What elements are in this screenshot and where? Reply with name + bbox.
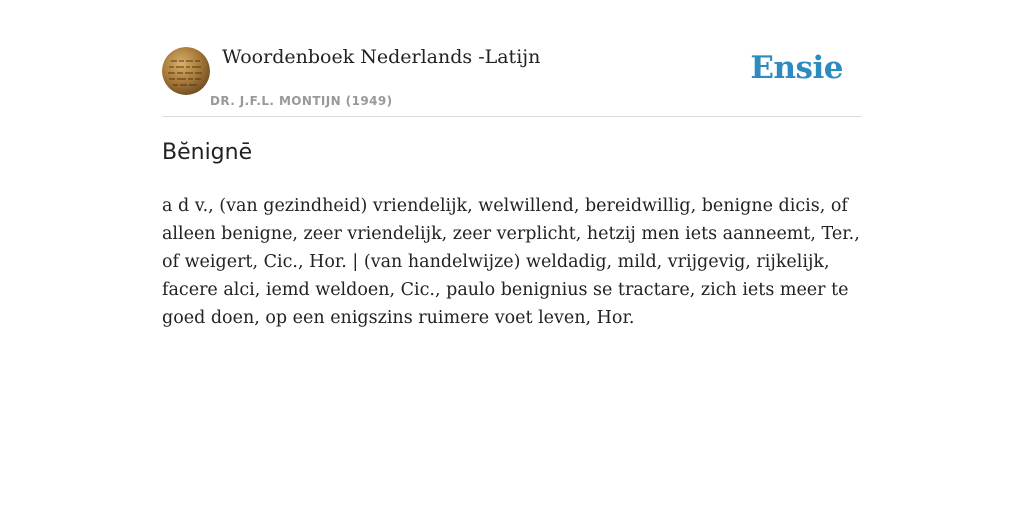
entry-definition: a d v., (van gezindheid) vriendelijk, welwillend, bereidwillig, benigne dicis, of alleen benigne, zeer vriendelijk, zeer verplicht, hetzij men iets aanneemt, Ter., of weigert, Cic., Hor. | (van handelwijze) weldadig, mild, vrijgevig, rijkelijk, facere alci, iemd weldoen, Cic., paulo benignius se tractare, zich iets meer te goed doen, op een enigszins ruimere voet leven, Hor. bbox=[162, 196, 860, 328]
entry-headword: Bĕnignē bbox=[162, 140, 253, 165]
dictionary-title[interactable]: Woordenboek Nederlands -Latijn bbox=[222, 46, 541, 68]
dictionary-author: DR. J.F.L. MONTIJN (1949) bbox=[210, 94, 393, 108]
coin-inscription-icon[interactable] bbox=[162, 47, 210, 95]
ensie-logo-link[interactable]: Ensie bbox=[750, 50, 843, 86]
page-container bbox=[162, 0, 862, 328]
dictionary-header bbox=[162, 0, 862, 117]
